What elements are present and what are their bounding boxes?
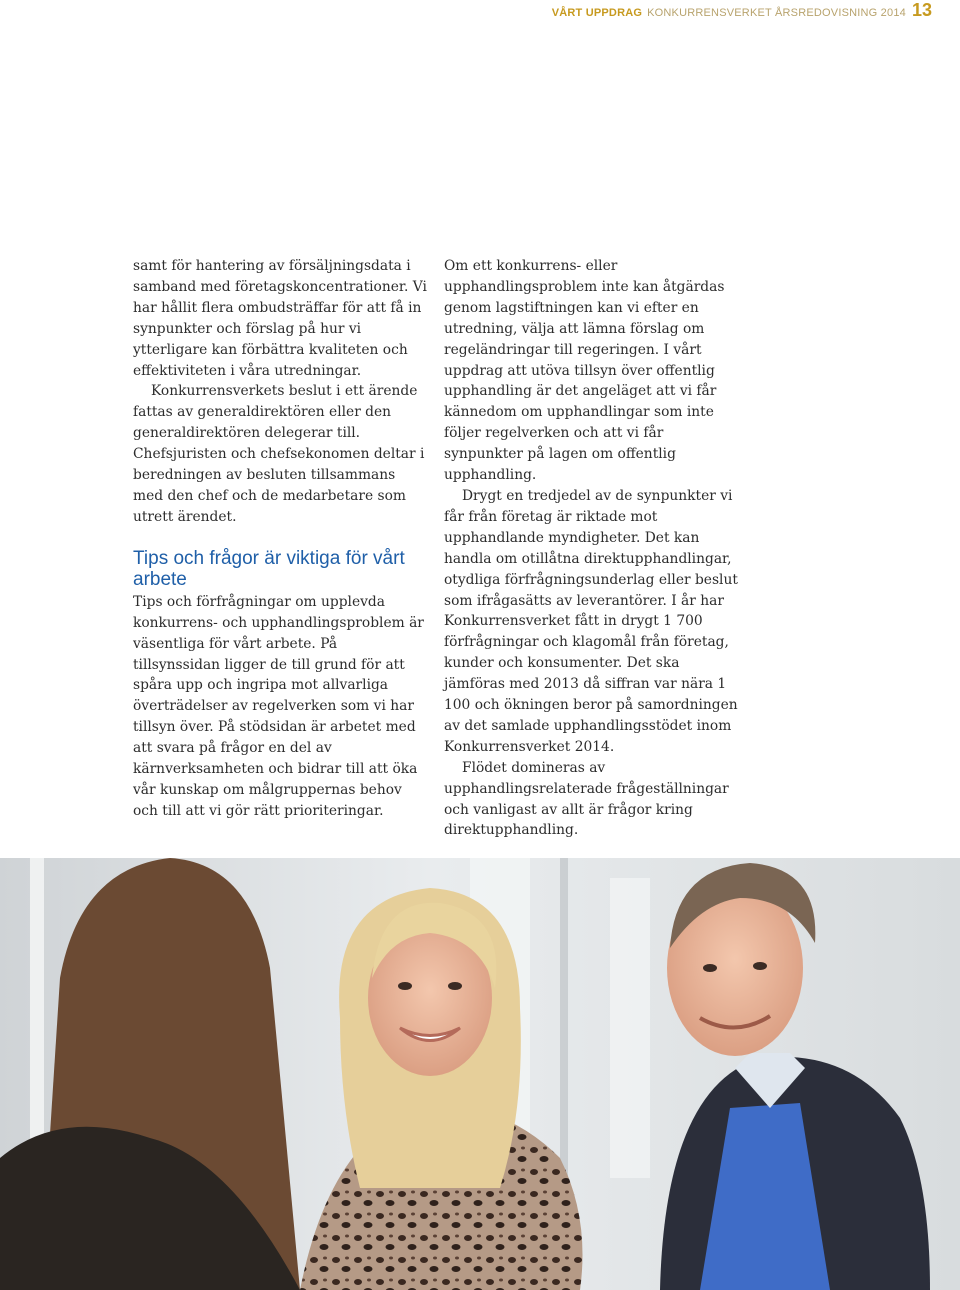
left-column xyxy=(133,256,428,822)
left-paragraph-1: samt för hantering av försäljningsdata i samband med företagskoncentrationer. Vi har hållit flera ombudsträffar för att få in synpunkter och förslag på hur vi ytterligare kan förbättra kvaliteten och effektiviteten i våra utredningar. xyxy=(133,258,427,379)
left-paragraph-2: Konkurrensverkets beslut i ett ärende fattas av generaldirektören eller den generaldirektören delegerar till. Chefsjuristen och chefsekonomen deltar i beredningen av besluten tillsammans med den chef och de medarbetare som utrett ärendet. xyxy=(133,383,425,525)
right-paragraph-2: Drygt en tredjedel av de synpunkter vi får från företag är riktade mot upphandlande myndigheter. Det kan handla om otillåtna direktupphandlingar, otydliga förfrågningsunderlag eller beslut som ifrågasätts av leverantörer. I år har Konkurrensverket fått in drygt 1 700 förfrågningar och klagomål från företag, kunder och konsumenter. Det ska jämföras med 2013 då siffran var nära 1 100 och ökningen beror på samordningen av det samlade upphandlingsstödet inom Konkurrensverket 2014. xyxy=(444,487,738,755)
left-paragraph-3: Tips och förfrågningar om upplevda konkurrens- och upphandlingsproblem är väsentliga för vårt arbete. På tillsynssidan ligger de till grund för att spåra upp och ingripa mot allvarliga överträdelser av regelverken som vi har tillsyn över. På stödsidan är arbetet med att svara på frågor en del av kärnverksamheten och bidrar till att öka vår kunskap om målgruppernas behov och till att vi gör rätt prioriteringar. xyxy=(133,593,424,819)
right-paragraph-3: Flödet domineras av upphandlingsrelaterade frågeställningar och vanligast av allt är frågor kring direktupphandling. xyxy=(444,759,729,839)
office-photo xyxy=(0,858,960,1290)
right-paragraph-1: Om ett konkurrens- eller upphandlingsproblem inte kan åtgärdas genom lagstiftningen kan vi efter en utredning, välja att lämna förslag om regeländringar till regeringen. I vårt uppdrag att utöva tillsyn över offentlig upphandling är det angeläget att vi får kännedom om upphandlingar som inte följer regelverken och att vi får synpunkter på lagen om offentlig upphandling. xyxy=(444,258,725,484)
right-column xyxy=(444,256,744,841)
running-header xyxy=(552,0,932,20)
section-heading: Tips och frågor är viktiga för vårt arbete xyxy=(133,547,405,590)
header-section: VÅRT UPPDRAG xyxy=(551,7,643,19)
page-number: 13 xyxy=(911,0,932,20)
photo-illustration xyxy=(0,858,960,1290)
header-document-title: KONKURRENSVERKET ÅRSREDOVISNING 2014 xyxy=(647,7,906,19)
